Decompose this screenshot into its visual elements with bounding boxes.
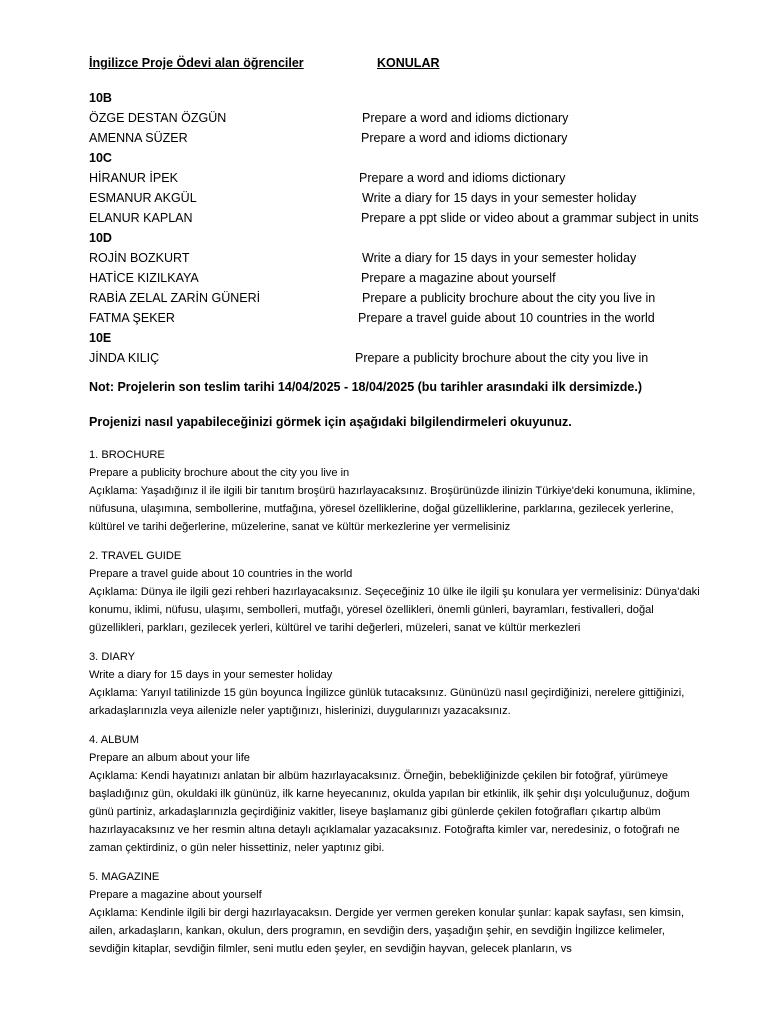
student-name: FATMA ŞEKER (89, 311, 175, 325)
section-description-line: Açıklama: Kendi hayatınızı anlatan bir albüm hazırlayacaksınız. Örneğin, bebekliğinizde çekilen bir fotoğraf, yürümeye (89, 770, 669, 782)
class-heading: 10C (89, 151, 112, 165)
students-title: İngilizce Proje Ödevi alan öğrenciler (89, 56, 304, 70)
student-row (89, 128, 749, 148)
section-title: Prepare an album about your life (89, 752, 250, 764)
project-section (89, 547, 729, 637)
student-name: HİRANUR İPEK (89, 171, 178, 185)
student-topic: Prepare a word and idioms dictionary (361, 131, 568, 145)
project-section (89, 648, 729, 720)
section-heading: 5. MAGAZINE (89, 871, 160, 883)
student-topic: Prepare a publicity brochure about the city you live in (362, 291, 656, 305)
student-row (89, 168, 749, 188)
section-description-line: Açıklama: Yaşadığınız il ile ilgili bir tanıtım broşürü hazırlayacaksınız. Broşürünüzde ilinizin Türkiye'deki konumuna, iklimine, (89, 485, 696, 497)
section-description-line: Açıklama: Yarıyıl tatilinizde 15 gün boyunca İngilizce günlük tutacaksınız. Gününüzü nasıl geçirdiğinizi, nerelere gittiğinizi, (89, 687, 685, 699)
student-row (89, 248, 749, 268)
project-section (89, 731, 729, 857)
student-topic: Prepare a publicity brochure about the city you live in (355, 351, 649, 365)
student-row (89, 288, 749, 308)
student-topic: Prepare a word and idioms dictionary (362, 111, 569, 125)
student-name: ÖZGE DESTAN ÖZGÜN (89, 111, 227, 125)
topics-title: KONULAR (377, 56, 440, 70)
class-heading: 10B (89, 91, 112, 105)
section-heading: 1. BROCHURE (89, 449, 165, 461)
student-row (89, 208, 749, 228)
student-row (89, 348, 749, 368)
class-heading: 10D (89, 231, 112, 245)
section-description-line: zaman çektirdiniz, o gün neler hissettiniz, neler yaptınız gibi. (89, 842, 385, 854)
section-title: Prepare a magazine about yourself (89, 889, 262, 901)
student-row (89, 268, 749, 288)
section-description-line: konumu, iklimi, nüfusu, ulaşımı, sembolleri, mutfağı, yöresel özellikleri, önemli günleri, bayramları, festivalleri, doğal (89, 604, 654, 616)
student-name: ROJİN BOZKURT (89, 251, 190, 265)
student-topic: Prepare a travel guide about 10 countries in the world (358, 311, 655, 325)
section-description-line: nüfusuna, ulaşımına, sembollerine, mutfağına, yöresel özelliklerine, doğal güzelliklerine, parklarına, gezilecek yerlerine, (89, 503, 674, 515)
section-description-line: güzellikleri, parkları, gezilecek yerleri, kültürel ve tarihi değerleri, müzeleri, sanat ve kültür merkezleri (89, 622, 581, 634)
section-heading: 2. TRAVEL GUIDE (89, 550, 182, 562)
section-description-line: sevdiğin kitaplar, sevdiğin filmler, seni mutlu eden şeyler, en sevdiğin hayvan, gelecek planların, vs (89, 943, 572, 955)
student-topic: Prepare a word and idioms dictionary (359, 171, 566, 185)
student-topic: Write a diary for 15 days in your semester holiday (362, 251, 637, 265)
section-title: Prepare a travel guide about 10 countries in the world (89, 568, 353, 580)
student-name: ESMANUR AKGÜL (89, 191, 197, 205)
section-heading: 4. ALBUM (89, 734, 139, 746)
student-name: ELANUR KAPLAN (89, 211, 193, 225)
deadline-note: Not: Projelerin son teslim tarihi 14/04/2025 - 18/04/2025 (bu tarihler arasındaki ilk dersimizde.) (89, 380, 643, 394)
section-heading: 3. DIARY (89, 651, 136, 663)
student-name: JİNDA KILIÇ (89, 351, 160, 365)
section-description-line: günü partiniz, arkadaşlarınızla geçirdiğiniz vakitler, liseye başlamanız gibi günlerde çekilen fotoğrafları çıkartıp albüm (89, 806, 661, 818)
section-description-line: kültürel ve tarihi değerlerine, müzelerine, sanat ve kültür merkezlerine yer vermelisiniz (89, 521, 511, 533)
student-row (89, 108, 749, 128)
student-row (89, 188, 749, 208)
class-heading: 10E (89, 331, 112, 345)
project-descriptions (89, 446, 729, 969)
student-topic-list (89, 88, 749, 368)
section-description-line: başladığınız gün, okuldaki ilk gününüz, ilk karne heyecanınız, okulda yapılan bir etkinlik, ilk şehir dışı yolculuğunuz, doğum (89, 788, 690, 800)
student-name: AMENNA SÜZER (89, 131, 188, 145)
section-description-line: hazırlayacaksınız ve her resmin altına detaylı açıklamalar yazacaksınız. Fotoğrafta kimler var, neredesiniz, o fotoğrafı ne (89, 824, 680, 836)
section-title: Write a diary for 15 days in your semester holiday (89, 669, 333, 681)
section-description-line: ailen, arkadaşların, kankan, okulun, ders programın, en sevdiğin ders, yaşadığın şehir, en sevdiğin İngilizce kelimeler, (89, 925, 665, 937)
section-title: Prepare a publicity brochure about the city you live in (89, 467, 350, 479)
project-section (89, 446, 729, 536)
instructions-heading: Projenizi nasıl yapabileceğinizi görmek için aşağıdaki bilgilendirmeleri okuyunuz. (89, 415, 572, 429)
project-section (89, 868, 729, 958)
section-description-line: Açıklama: Dünya ile ilgili gezi rehberi hazırlayacaksınız. Seçeceğiniz 10 ülke ile ilgili şu konulara yer vermelisiniz: Dünya'daki (89, 586, 700, 598)
section-description-line: Açıklama: Kendinle ilgili bir dergi hazırlayacaksın. Dergide yer vermen gereken konular şunlar: kapak sayfası, sen kimsin, (89, 907, 685, 919)
student-name: HATİCE KIZILKAYA (89, 271, 199, 285)
student-row (89, 308, 749, 328)
student-name: RABİA ZELAL ZARİN GÜNERİ (89, 291, 261, 305)
student-topic: Prepare a ppt slide or video about a grammar subject in units (361, 211, 699, 225)
student-topic: Write a diary for 15 days in your semester holiday (362, 191, 637, 205)
student-topic: Prepare a magazine about yourself (361, 271, 556, 285)
section-description-line: arkadaşlarınızla veya ailenizle neler yaptığınızı, hislerinizi, duygularınızı yazacaksınız. (89, 705, 511, 717)
